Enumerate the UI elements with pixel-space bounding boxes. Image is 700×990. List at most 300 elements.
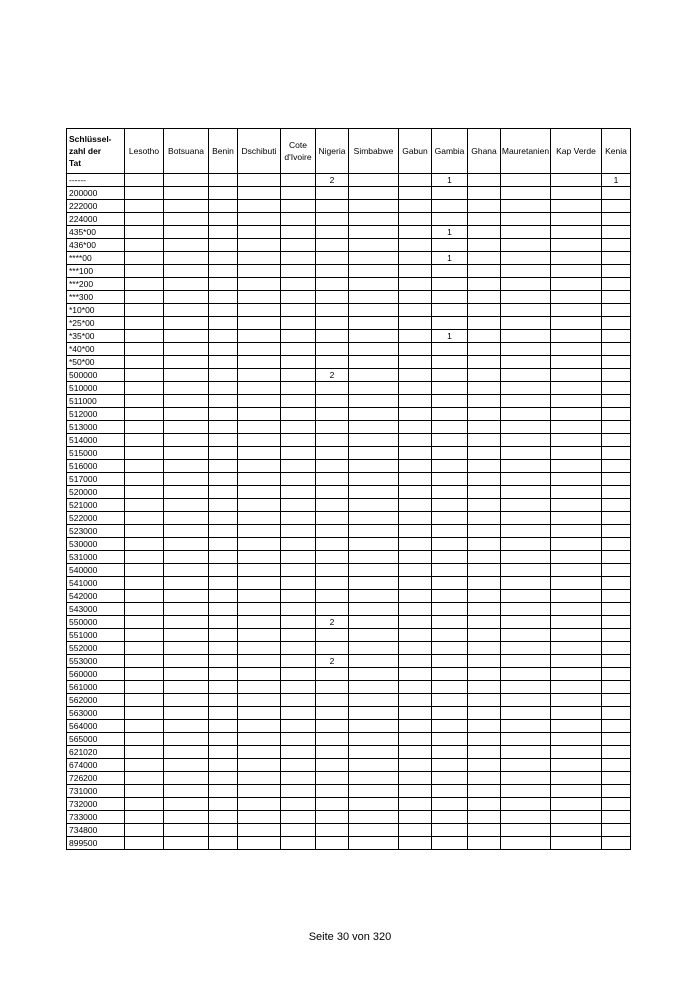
row-key-cell: 732000: [67, 798, 125, 811]
table-cell: [468, 473, 501, 486]
table-cell: [209, 278, 238, 291]
row-key-cell: *10*00: [67, 304, 125, 317]
table-cell: [316, 460, 349, 473]
table-cell: [125, 824, 164, 837]
table-cell: [238, 694, 281, 707]
table-cell: [316, 473, 349, 486]
table-cell: [164, 772, 209, 785]
table-cell: [602, 785, 631, 798]
table-cell: [209, 239, 238, 252]
table-cell: [399, 538, 432, 551]
table-cell: [399, 473, 432, 486]
table-cell: [238, 421, 281, 434]
table-row: [67, 746, 631, 759]
table-cell: [551, 317, 602, 330]
row-key-cell: 222000: [67, 200, 125, 213]
table-cell: [281, 174, 316, 187]
table-cell: [432, 577, 468, 590]
table-cell: [316, 187, 349, 200]
table-cell: [399, 447, 432, 460]
table-cell: [602, 733, 631, 746]
table-cell: [399, 655, 432, 668]
table-cell: [164, 681, 209, 694]
table-cell: [468, 629, 501, 642]
table-cell: [551, 434, 602, 447]
table-row: [67, 785, 631, 798]
table-cell: [501, 629, 551, 642]
table-cell: [349, 616, 399, 629]
table-cell: [125, 460, 164, 473]
table-cell: [164, 187, 209, 200]
table-cell: [399, 668, 432, 681]
row-key-cell: 514000: [67, 434, 125, 447]
table-cell: [164, 642, 209, 655]
table-cell: [468, 538, 501, 551]
table-cell: [209, 369, 238, 382]
table-cell: [281, 577, 316, 590]
table-cell: [349, 226, 399, 239]
table-cell: [399, 616, 432, 629]
table-cell: [602, 707, 631, 720]
row-key-cell: 515000: [67, 447, 125, 460]
table-cell: [316, 499, 349, 512]
table-cell: [125, 707, 164, 720]
table-cell: [399, 460, 432, 473]
table-cell: [209, 824, 238, 837]
table-cell: [432, 798, 468, 811]
table-cell: [125, 668, 164, 681]
table-cell: [349, 304, 399, 317]
table-cell: [281, 811, 316, 824]
table-cell: [349, 408, 399, 421]
table-cell: [164, 668, 209, 681]
table-cell: [316, 694, 349, 707]
table-cell: [602, 694, 631, 707]
table-cell: [316, 551, 349, 564]
table-cell: [602, 187, 631, 200]
table-cell: [468, 837, 501, 850]
table-cell: [399, 343, 432, 356]
table-cell: [468, 707, 501, 720]
table-cell: [281, 265, 316, 278]
table-cell: [281, 655, 316, 668]
table-cell: [399, 226, 432, 239]
table-cell: [399, 824, 432, 837]
table-cell: [349, 512, 399, 525]
table-cell: [164, 369, 209, 382]
table-cell: [316, 629, 349, 642]
table-cell: [316, 434, 349, 447]
table-cell: [316, 733, 349, 746]
table-cell: [316, 408, 349, 421]
table-cell: [602, 759, 631, 772]
table-cell: [209, 798, 238, 811]
table-cell: [316, 603, 349, 616]
table-cell: [316, 811, 349, 824]
table-cell: [349, 278, 399, 291]
table-cell: [501, 668, 551, 681]
table-cell: [551, 174, 602, 187]
table-cell: 1: [432, 226, 468, 239]
table-cell: 1: [432, 174, 468, 187]
table-row: [67, 655, 631, 668]
table-cell: [551, 551, 602, 564]
table-cell: [501, 239, 551, 252]
table-cell: [281, 317, 316, 330]
row-key-cell: 541000: [67, 577, 125, 590]
table-cell: [551, 655, 602, 668]
table-cell: [164, 759, 209, 772]
table-cell: [316, 252, 349, 265]
table-cell: [316, 837, 349, 850]
table-cell: [238, 577, 281, 590]
table-cell: [164, 395, 209, 408]
table-cell: [316, 525, 349, 538]
table-cell: [281, 395, 316, 408]
table-cell: [399, 304, 432, 317]
table-cell: [501, 434, 551, 447]
table-cell: [238, 187, 281, 200]
table-cell: [125, 226, 164, 239]
table-cell: [551, 304, 602, 317]
table-cell: [551, 421, 602, 434]
table-cell: [281, 785, 316, 798]
table-cell: [281, 187, 316, 200]
table-cell: [399, 551, 432, 564]
row-key-cell: 674000: [67, 759, 125, 772]
table-cell: [468, 616, 501, 629]
table-cell: [125, 837, 164, 850]
table-cell: [501, 655, 551, 668]
row-key-cell: 551000: [67, 629, 125, 642]
table-cell: [399, 525, 432, 538]
table-row: [67, 564, 631, 577]
table-cell: [316, 356, 349, 369]
table-cell: [602, 460, 631, 473]
table-cell: [501, 824, 551, 837]
row-key-cell: 436*00: [67, 239, 125, 252]
table-cell: [209, 382, 238, 395]
table-cell: [501, 278, 551, 291]
table-cell: [468, 356, 501, 369]
table-cell: [602, 213, 631, 226]
row-key-cell: *25*00: [67, 317, 125, 330]
table-cell: [209, 720, 238, 733]
table-row: [67, 278, 631, 291]
table-cell: [164, 382, 209, 395]
table-row: [67, 512, 631, 525]
table-cell: [501, 733, 551, 746]
table-cell: [281, 434, 316, 447]
table-cell: [349, 486, 399, 499]
table-cell: [551, 668, 602, 681]
table-row: [67, 369, 631, 382]
table-cell: [468, 720, 501, 733]
table-row: [67, 460, 631, 473]
table-cell: [399, 265, 432, 278]
table-cell: [551, 486, 602, 499]
table-cell: [399, 239, 432, 252]
table-cell: [316, 538, 349, 551]
table-cell: [349, 655, 399, 668]
table-cell: [501, 317, 551, 330]
table-cell: [432, 694, 468, 707]
table-cell: [468, 460, 501, 473]
table-cell: [281, 616, 316, 629]
row-key-cell: 513000: [67, 421, 125, 434]
table-cell: [238, 538, 281, 551]
table-row: [67, 707, 631, 720]
table-cell: [468, 590, 501, 603]
table-cell: [238, 616, 281, 629]
column-header: Kenia: [602, 129, 631, 174]
table-cell: [316, 759, 349, 772]
table-cell: [468, 772, 501, 785]
table-row: [67, 356, 631, 369]
table-cell: [316, 239, 349, 252]
table-cell: [164, 317, 209, 330]
table-cell: [281, 447, 316, 460]
table-row: [67, 590, 631, 603]
table-cell: [399, 564, 432, 577]
row-key-cell: 530000: [67, 538, 125, 551]
table-cell: [209, 460, 238, 473]
table-cell: [125, 408, 164, 421]
table-cell: [399, 252, 432, 265]
table-cell: [316, 265, 349, 278]
table-cell: 2: [316, 655, 349, 668]
table-cell: [349, 681, 399, 694]
table-cell: [602, 512, 631, 525]
table-cell: [238, 317, 281, 330]
table-cell: [501, 564, 551, 577]
table-cell: [602, 525, 631, 538]
column-header: Gambia: [432, 129, 468, 174]
table-cell: [602, 837, 631, 850]
table-cell: [125, 473, 164, 486]
table-cell: [349, 811, 399, 824]
table-cell: [551, 278, 602, 291]
table-cell: [209, 746, 238, 759]
table-cell: [209, 577, 238, 590]
row-key-cell: *35*00: [67, 330, 125, 343]
table-cell: [209, 603, 238, 616]
table-cell: [238, 512, 281, 525]
table-row: [67, 551, 631, 564]
table-cell: [551, 616, 602, 629]
table-cell: [399, 707, 432, 720]
table-cell: [468, 447, 501, 460]
table-cell: [602, 681, 631, 694]
table-cell: [349, 577, 399, 590]
table-cell: [164, 421, 209, 434]
table-cell: [399, 499, 432, 512]
table-cell: [238, 837, 281, 850]
table-cell: [164, 837, 209, 850]
table-cell: [349, 447, 399, 460]
table-cell: [501, 265, 551, 278]
table-row: [67, 200, 631, 213]
table-cell: [551, 356, 602, 369]
table-cell: [125, 356, 164, 369]
table-cell: [164, 460, 209, 473]
table-cell: [432, 733, 468, 746]
table-cell: [399, 174, 432, 187]
table-cell: [399, 733, 432, 746]
table-cell: [209, 811, 238, 824]
table-cell: [209, 395, 238, 408]
table-cell: [432, 525, 468, 538]
table-cell: [316, 720, 349, 733]
table-cell: [551, 291, 602, 304]
table-cell: [551, 629, 602, 642]
table-cell: [209, 772, 238, 785]
table-cell: [468, 421, 501, 434]
table-cell: [316, 343, 349, 356]
table-cell: [164, 577, 209, 590]
table-cell: [209, 681, 238, 694]
table-cell: [349, 798, 399, 811]
table-cell: [399, 187, 432, 200]
row-key-cell: 500000: [67, 369, 125, 382]
table-cell: [281, 499, 316, 512]
table-row: [67, 408, 631, 421]
row-key-cell: 531000: [67, 551, 125, 564]
table-cell: [468, 252, 501, 265]
table-cell: [602, 746, 631, 759]
table-row: [67, 499, 631, 512]
table-cell: [399, 395, 432, 408]
table-cell: [399, 681, 432, 694]
table-cell: [164, 356, 209, 369]
row-key-cell: 564000: [67, 720, 125, 733]
table-cell: [551, 187, 602, 200]
table-cell: [238, 174, 281, 187]
table-cell: [238, 226, 281, 239]
table-header: [67, 129, 631, 174]
table-cell: [468, 681, 501, 694]
table-cell: [432, 720, 468, 733]
table-cell: [281, 304, 316, 317]
row-key-cell: *40*00: [67, 343, 125, 356]
table-cell: [501, 486, 551, 499]
table-cell: [501, 694, 551, 707]
table-cell: [432, 512, 468, 525]
table-row: [67, 720, 631, 733]
table-cell: [501, 291, 551, 304]
table-cell: [602, 226, 631, 239]
page-footer: Seite 30 von 320: [308, 931, 392, 943]
table-cell: [164, 330, 209, 343]
table-cell: [281, 460, 316, 473]
table-cell: [602, 434, 631, 447]
table-cell: [432, 278, 468, 291]
table-cell: [164, 200, 209, 213]
table-cell: [125, 551, 164, 564]
table-cell: [432, 824, 468, 837]
table-cell: [468, 187, 501, 200]
table-cell: [349, 733, 399, 746]
table-cell: [125, 343, 164, 356]
column-header: Botsuana: [164, 129, 209, 174]
table-cell: [281, 382, 316, 395]
table-cell: [349, 265, 399, 278]
table-cell: [349, 785, 399, 798]
table-cell: [501, 837, 551, 850]
table-cell: [238, 681, 281, 694]
table-cell: [468, 343, 501, 356]
table-cell: [281, 629, 316, 642]
table-cell: [281, 668, 316, 681]
table-cell: [399, 408, 432, 421]
table-row: [67, 616, 631, 629]
table-cell: [316, 382, 349, 395]
table-cell: [399, 291, 432, 304]
table-cell: [349, 564, 399, 577]
table-cell: [501, 252, 551, 265]
table-cell: [468, 655, 501, 668]
table-cell: [432, 317, 468, 330]
table-row: [67, 772, 631, 785]
table-cell: [551, 694, 602, 707]
table-cell: [349, 174, 399, 187]
table-cell: [432, 369, 468, 382]
table-cell: [125, 213, 164, 226]
table-row: [67, 759, 631, 772]
table-cell: [238, 447, 281, 460]
table-cell: [209, 200, 238, 213]
table-cell: [238, 746, 281, 759]
table-row: [67, 226, 631, 239]
table-cell: [602, 473, 631, 486]
table-cell: [125, 200, 164, 213]
table-cell: [349, 629, 399, 642]
table-cell: [125, 681, 164, 694]
table-cell: [125, 616, 164, 629]
table-cell: [316, 200, 349, 213]
table-cell: [238, 200, 281, 213]
table-cell: [468, 213, 501, 226]
table-cell: [281, 239, 316, 252]
table-row: [67, 434, 631, 447]
row-key-cell: 565000: [67, 733, 125, 746]
table-cell: [602, 369, 631, 382]
table-cell: [468, 694, 501, 707]
table-cell: [468, 408, 501, 421]
column-header: Ghana: [468, 129, 501, 174]
row-key-cell: 200000: [67, 187, 125, 200]
table-cell: [209, 694, 238, 707]
table-cell: [125, 395, 164, 408]
table-cell: [602, 603, 631, 616]
table-cell: [501, 499, 551, 512]
table-cell: [164, 707, 209, 720]
table-cell: [399, 785, 432, 798]
table-cell: [602, 421, 631, 434]
table-cell: [349, 200, 399, 213]
table-cell: [238, 369, 281, 382]
table-cell: [209, 226, 238, 239]
table-cell: [432, 811, 468, 824]
row-key-cell: ***100: [67, 265, 125, 278]
table-row: [67, 291, 631, 304]
table-cell: [238, 564, 281, 577]
table-body: [67, 174, 631, 850]
table-cell: [349, 460, 399, 473]
table-cell: [468, 512, 501, 525]
table-cell: [209, 707, 238, 720]
table-cell: [125, 278, 164, 291]
